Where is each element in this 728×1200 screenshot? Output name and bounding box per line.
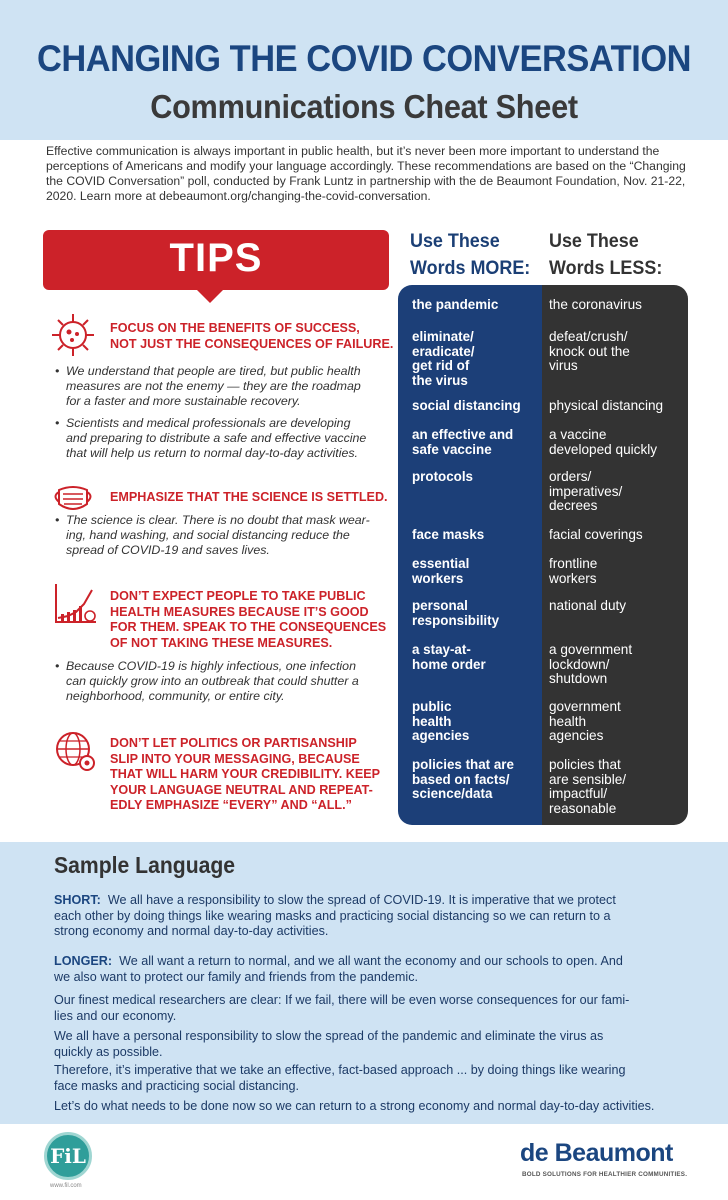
sample-line: face masks and practicing social distancing.	[54, 1078, 300, 1093]
bullet-dot: •	[55, 513, 60, 527]
intro-paragraph: Effective communication is always important in public health, but it’s never been more important to understand the perceptions of Americans and modify your language accordingly. These recommendations are based on the “Changing the COVID Conversation” poll, conducted by Frank Luntz in partnership with the de Beaumont Foundation, Nov. 21-22, 2020. Learn more at debeaumont.org/changing-the-covid-conversation.	[46, 144, 686, 203]
word-more-cell	[412, 298, 540, 313]
word-line: shutdown	[549, 671, 608, 686]
word-line: health	[549, 713, 587, 729]
tip-1-bullet-2	[55, 416, 367, 461]
tip-2-bullet-1	[55, 513, 370, 558]
word-line: personal	[412, 598, 468, 613]
word-line: home order	[412, 656, 486, 672]
bullet-line: ing, hand washing, and social distancing reduce the	[66, 528, 350, 542]
word-line: responsibility	[412, 612, 500, 628]
word-line: public	[412, 699, 452, 714]
heading-line: Words LESS:	[549, 257, 663, 279]
fil-logo: FiL	[44, 1132, 92, 1180]
word-line: developed quickly	[549, 441, 658, 457]
word-line: workers	[412, 570, 464, 586]
sample-line: We all have a personal responsibility to slow the spread of the pandemic and eliminate the virus as	[54, 1029, 604, 1043]
longer-label: LONGER:	[54, 954, 113, 968]
word-line: virus	[549, 358, 578, 373]
word-line: lockdown/	[549, 656, 610, 672]
bullet-line: spread of COVID-19 and saves lives.	[66, 543, 270, 557]
sample-line: Our finest medical researchers are clear: If we fail, there will be even worse consequences for our fami-	[54, 993, 630, 1007]
sample-line: lies and our economy.	[54, 1008, 177, 1023]
word-line: facial coverings	[549, 527, 643, 542]
more-column-heading	[410, 228, 530, 282]
word-line: frontline	[549, 556, 598, 571]
tip-1-heading-line: NOT JUST THE CONSEQUENCES OF FAILURE.	[110, 336, 394, 351]
word-line: social distancing	[412, 398, 521, 413]
word-line: imperatives/	[549, 483, 623, 499]
sample-paragraph-4	[54, 1099, 684, 1115]
word-less-cell	[549, 528, 683, 543]
word-less-cell	[549, 599, 683, 614]
sample-line: Let’s do what needs to be done now so we can return to a strong economy and normal day-to-day activities.	[54, 1099, 655, 1113]
word-less-cell	[549, 428, 683, 457]
sample-line: each other by doing things like wearing masks and practicing social distancing so we can return to a	[54, 908, 611, 923]
word-line: national duty	[549, 598, 627, 613]
word-line: policies that are	[412, 757, 514, 772]
sample-line: we also want to protect our family and friends from the pandemic.	[54, 969, 418, 984]
word-line: workers	[549, 570, 597, 586]
word-line: an effective and	[412, 427, 514, 442]
word-line: protocols	[412, 469, 474, 484]
brand-tagline: BOLD SOLUTIONS FOR HEALTHIER COMMUNITIES.	[522, 1171, 688, 1178]
word-line: the virus	[412, 372, 468, 388]
tip-4-heading-line: SLIP INTO YOUR MESSAGING, BECAUSE	[110, 751, 360, 766]
word-less-cell	[549, 643, 683, 687]
word-line: agencies	[412, 728, 470, 743]
bullet-line: can quickly grow into an outbreak that could shutter a	[66, 674, 359, 688]
word-line: science/data	[412, 786, 493, 801]
sample-paragraph-3	[54, 1063, 684, 1094]
word-more-cell	[412, 428, 540, 457]
globe-virus-icon	[52, 728, 98, 774]
word-line: orders/	[549, 469, 592, 484]
word-line: reasonable	[549, 800, 617, 816]
bullet-line: Scientists and medical professionals are developing	[66, 416, 351, 430]
tip-4-heading	[110, 736, 380, 814]
sample-line	[54, 954, 684, 970]
word-line: a stay-at-	[412, 642, 471, 657]
word-line: based on facts/	[412, 771, 510, 787]
tip-3-heading-line: HEALTH MEASURES BECAUSE IT’S GOOD	[110, 604, 369, 619]
heading-line: Use These	[549, 230, 639, 252]
tip-1-heading	[110, 321, 393, 352]
tip-3-heading-line: OF NOT TAKING THESE MEASURES.	[110, 635, 333, 650]
bullet-line: that will help us return to normal day-to-day activities.	[66, 446, 358, 460]
word-line: defeat/crush/	[549, 329, 628, 344]
tip-1-bullet-1	[55, 364, 361, 409]
fil-logo-url: www.fil.com	[50, 1183, 82, 1189]
bullet-line: measures are not the enemy — they are the roadmap	[66, 379, 361, 393]
word-line: knock out the	[549, 343, 630, 359]
word-line: face masks	[412, 527, 485, 542]
short-label: SHORT:	[54, 893, 101, 907]
virus-icon	[50, 312, 96, 358]
word-more-cell	[412, 399, 540, 414]
word-more-cell	[412, 330, 540, 388]
word-more-cell	[412, 700, 540, 744]
word-more-cell	[412, 643, 540, 672]
heading-line: Use These	[410, 230, 500, 252]
word-line: physical distancing	[549, 398, 664, 413]
tip-3-bullet-1	[55, 659, 359, 704]
sample-line	[54, 893, 684, 909]
word-line: a vaccine	[549, 427, 607, 442]
word-less-cell	[549, 700, 683, 744]
word-more-cell	[412, 758, 540, 802]
tip-3-heading-line: FOR THEM. SPEAK TO THE CONSEQUENCES	[110, 620, 387, 634]
word-more-cell	[412, 557, 540, 586]
word-line: a government	[549, 642, 633, 657]
word-line: decrees	[549, 498, 598, 513]
word-less-cell	[549, 470, 683, 514]
bullet-line: We understand that people are tired, but public health	[66, 364, 361, 378]
page-title: CHANGING THE COVID CONVERSATION	[36, 38, 692, 79]
word-line: get rid of	[412, 358, 470, 373]
rising-chart-icon	[52, 582, 98, 628]
word-less-cell	[549, 298, 683, 313]
tip-4-heading-line: DON’T LET POLITICS OR PARTISANSHIP	[110, 736, 357, 750]
word-line: health	[412, 713, 452, 729]
sample-line: quickly as possible.	[54, 1044, 163, 1059]
sample-language-title: Sample Language	[54, 852, 236, 878]
tip-4-heading-line: EDLY EMPHASIZE “EVERY” AND “ALL.”	[110, 798, 352, 812]
sample-text: We all have a responsibility to slow the spread of COVID-19. It is imperative that we protect	[107, 893, 616, 907]
bullet-line: and preparing to distribute a safe and effective vaccine	[66, 431, 367, 445]
word-less-cell	[549, 758, 683, 816]
bullet-dot: •	[55, 659, 60, 673]
word-line: are sensible/	[549, 771, 627, 787]
sample-paragraph-1	[54, 993, 684, 1024]
bullet-line: neighborhood, community, or entire city.	[66, 689, 285, 703]
tip-2-heading: EMPHASIZE THAT THE SCIENCE IS SETTLED.	[110, 490, 388, 504]
word-line: eradicate/	[412, 343, 475, 359]
word-line: agencies	[549, 728, 604, 743]
word-line: impactful/	[549, 786, 608, 801]
word-line: essential	[412, 556, 470, 571]
word-less-cell	[549, 557, 683, 586]
less-column-heading	[549, 228, 662, 282]
word-more-cell	[412, 470, 540, 485]
word-less-cell	[549, 399, 683, 414]
tips-banner-pointer	[196, 289, 224, 303]
tip-3-heading-line: DON’T EXPECT PEOPLE TO TAKE PUBLIC	[110, 589, 366, 603]
tips-title: TIPS	[169, 236, 263, 280]
sample-paragraph-2	[54, 1029, 684, 1060]
longer-sample	[54, 954, 684, 985]
sample-line: Therefore, it’s imperative that we take an effective, fact-based approach ... by doing things like wearing	[54, 1063, 626, 1077]
word-line: government	[549, 699, 621, 714]
bullet-line: for a faster and more sustainable recovery.	[66, 394, 301, 408]
bullet-line: Because COVID-19 is highly infectious, one infection	[66, 659, 356, 673]
tip-3-heading	[110, 589, 386, 651]
word-line: safe vaccine	[412, 441, 492, 457]
sample-text: We all want a return to normal, and we all want the economy and our schools to open. And	[119, 954, 623, 968]
bullet-dot: •	[55, 364, 60, 378]
tip-4-heading-line: THAT WILL HARM YOUR CREDIBILITY. KEEP	[110, 767, 381, 781]
tip-1-heading-line: FOCUS ON THE BENEFITS OF SUCCESS,	[110, 321, 360, 335]
word-more-cell	[412, 599, 540, 628]
page-subtitle: Communications Cheat Sheet	[150, 88, 578, 125]
word-line: the pandemic	[412, 297, 499, 312]
heading-line: Words MORE:	[410, 257, 531, 279]
word-line: eliminate/	[412, 329, 474, 344]
word-more-cell	[412, 528, 540, 543]
word-less-cell	[549, 330, 683, 374]
tip-4-heading-line: YOUR LANGUAGE NEUTRAL AND REPEAT-	[110, 782, 373, 797]
de-beaumont-logo: de Beaumont	[520, 1139, 673, 1167]
short-sample	[54, 893, 684, 940]
bullet-dot: •	[55, 416, 60, 430]
sample-line: strong economy and normal day-to-day activities.	[54, 924, 329, 938]
word-line: policies that	[549, 757, 621, 772]
bullet-line: The science is clear. There is no doubt that mask wear-	[66, 513, 370, 527]
word-line: the coronavirus	[549, 297, 642, 312]
